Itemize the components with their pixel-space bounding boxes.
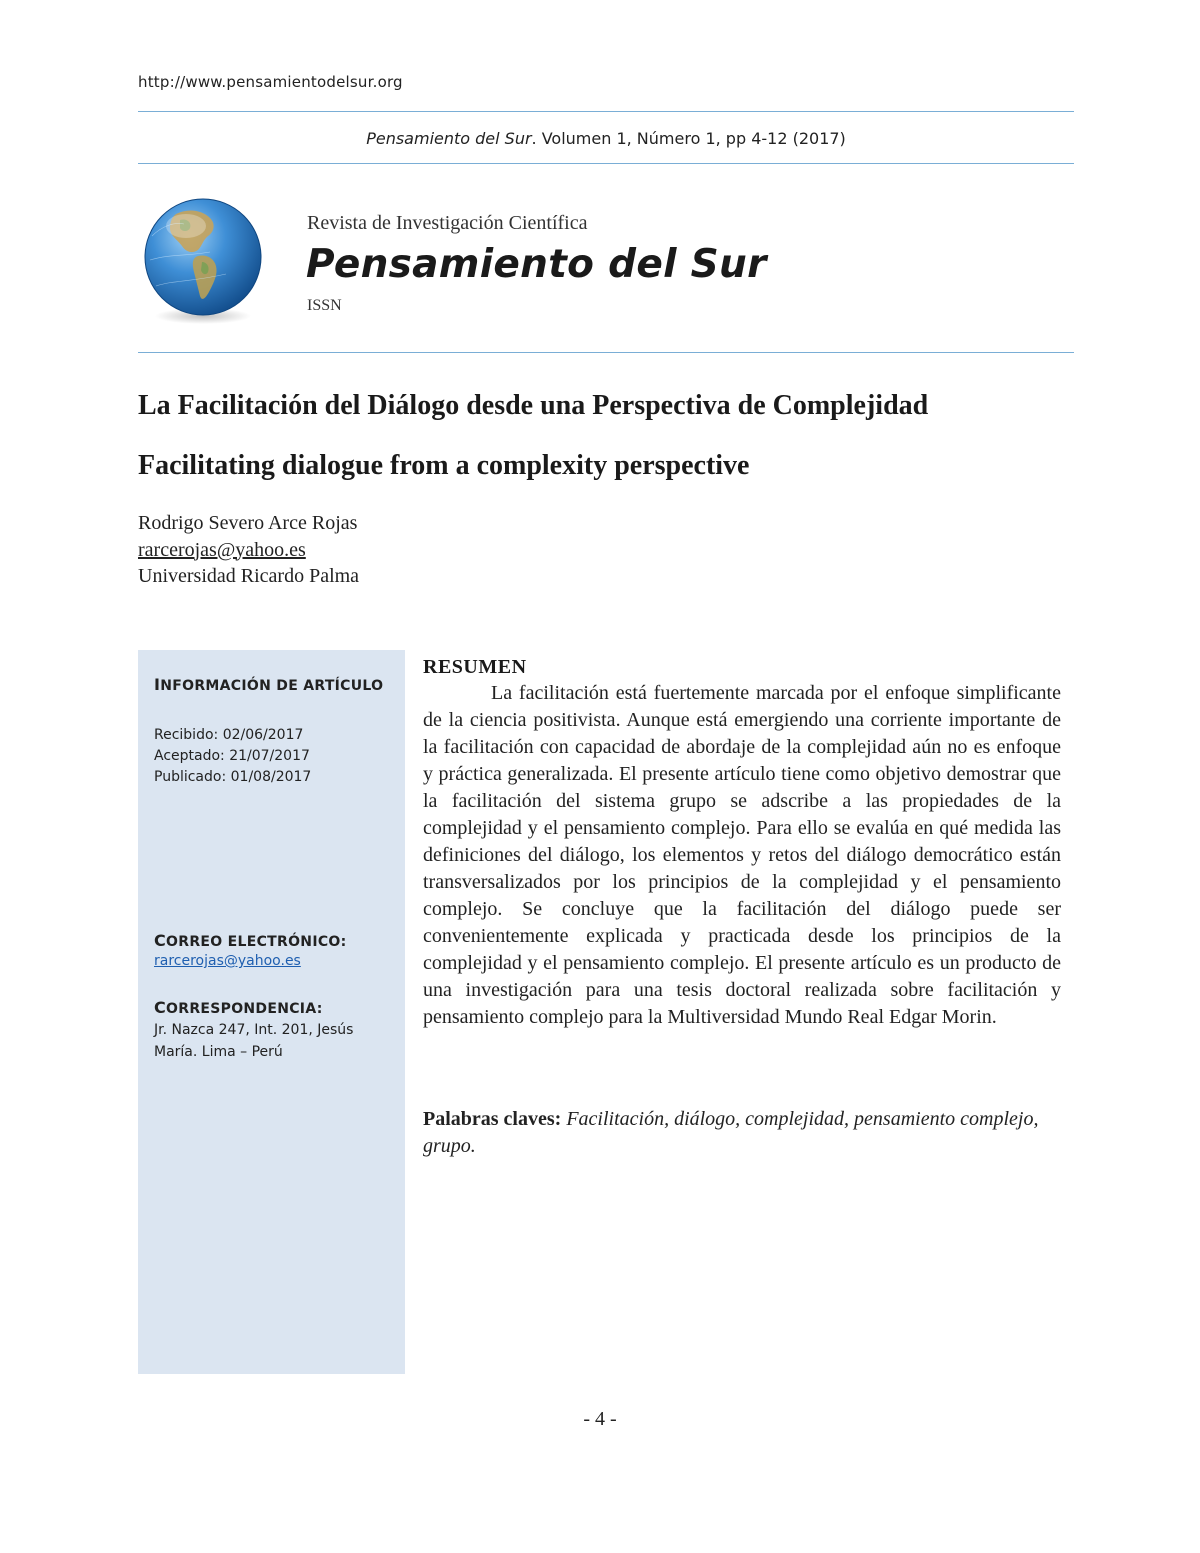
accepted-date: Aceptado: 21/07/2017 [154,748,310,764]
globe-americas-icon [140,196,266,326]
keywords-list: Facilitación, diálogo, complejidad, pensamiento complejo, grupo. [423,1108,1039,1157]
keywords-label: Palabras claves: [423,1108,562,1130]
journal-citation-name: Pensamiento del Sur [366,129,532,148]
article-title-english: Facilitating dialogue from a complexity perspective [138,450,750,481]
article-info-heading-cap: I [154,675,161,694]
email-heading [154,931,347,950]
journal-url: http://www.pensamientodelsur.org [138,73,403,91]
author-block [138,510,359,590]
author-name: Rodrigo Severo Arce Rojas [138,512,358,534]
header-rule-bottom [138,163,1074,164]
journal-citation-line [138,129,1074,148]
author-affiliation: Universidad Ricardo Palma [138,565,360,587]
article-info-heading-rest: NFORMACIÓN DE ARTÍCULO [160,678,384,694]
sidebar-email-link[interactable]: rarcerojas@yahoo.es [154,953,301,969]
abstract-heading: RESUMEN [423,656,527,678]
journal-citation-details: . Volumen 1, Número 1, pp 4-12 (2017) [531,129,846,148]
author-email-link[interactable]: rarcerojas@yahoo.es [138,538,306,561]
article-title-spanish: La Facilitación del Diálogo desde una Perspectiva de Complejidad [138,390,929,421]
header-rule-top [138,111,1074,112]
correspondence-heading-rest: ORRESPONDENCIA: [166,1001,323,1017]
email-heading-cap: C [154,931,167,950]
article-info-sidebar [138,650,405,1374]
page-number: - 4 - [583,1408,617,1430]
correspondence-line-1: Jr. Nazca 247, Int. 201, Jesús [154,1022,354,1038]
published-date: Publicado: 01/08/2017 [154,769,312,785]
masthead-title: Pensamiento del Sur [306,242,767,287]
received-date: Recibido: 02/06/2017 [154,727,304,743]
masthead-issn: ISSN [307,297,342,314]
masthead-subtitle: Revista de Investigación Científica [307,212,588,234]
article-info-heading [154,675,383,694]
correspondence-line-2: María. Lima – Perú [154,1044,283,1060]
keywords [423,1106,1063,1160]
abstract-text: La facilitación está fuertemente marcada por el enfoque simplificante de la ciencia positivista. Aunque está emergiendo una corriente importante de la facilitación con capacidad de abordaje de la complejidad aún no es enfoque y práctica generalizada. El presente artículo tiene como objetivo demostrar que la facilitación del sistema grupo se adscribe a las propiedades de la complejidad y el pensamiento complejo. Para ello se evalúa en qué medida las definiciones del diálogo, los elementos y retos del diálogo democrático están transversalizados por los principios de la complejidad y el pensamiento complejo. Se concluye que la facilitación del diálogo puede ser convenientemente explicada y practicada desde los principios de la complejidad y el pensamiento complejo. El presente artículo es un producto de una investigación para una tesis doctoral realizada sobre facilitación y pensamiento complejo para la Multiversidad Mundo Real Edgar Morin. [423,682,1061,1028]
email-heading-rest: ORREO ELECTRÓNICO: [166,934,347,950]
correspondence-heading [154,998,323,1017]
masthead-rule [138,352,1074,353]
correspondence-heading-cap: C [154,998,167,1017]
